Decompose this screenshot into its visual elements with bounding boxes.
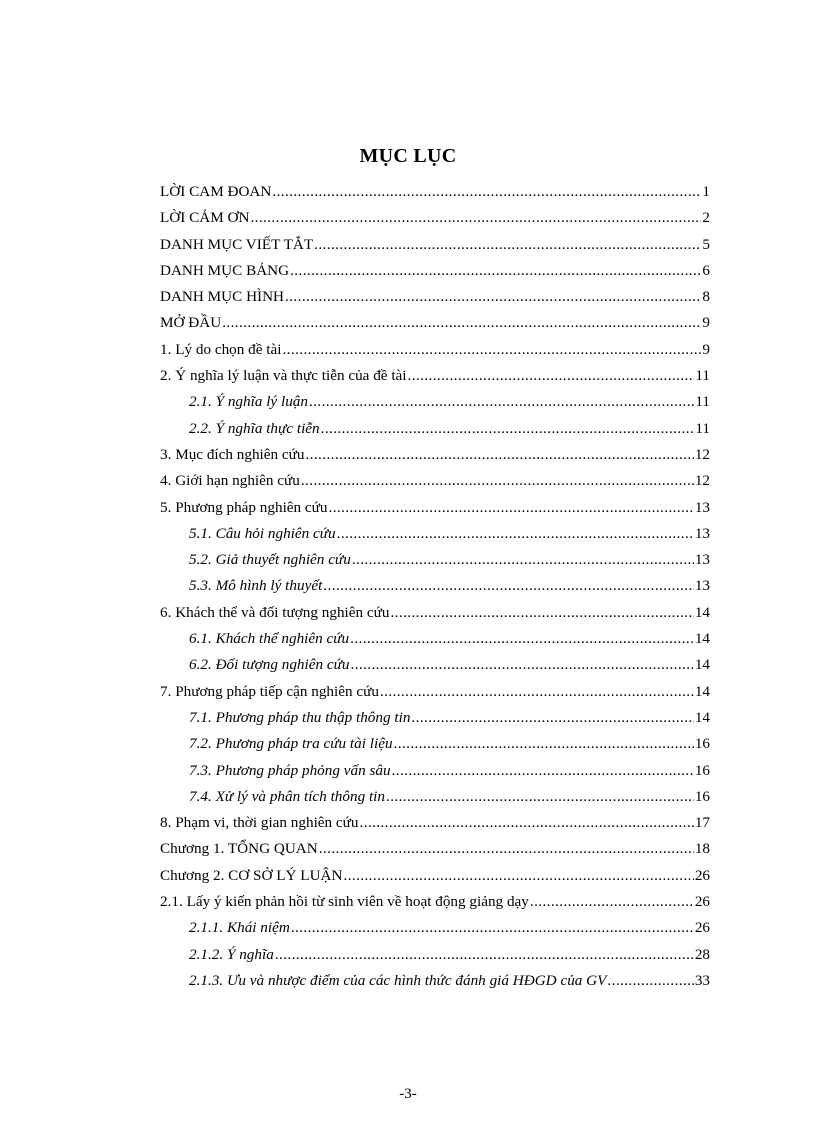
dot-leader <box>337 525 694 543</box>
toc-entry-label: 7.4. Xử lý và phân tích thông tin <box>189 787 385 805</box>
toc-entry[interactable] <box>160 683 710 709</box>
toc-entry[interactable] <box>160 314 710 340</box>
toc-entry-label: Chương 2. CƠ SỞ LÝ LUẬN <box>160 866 343 884</box>
toc-entry-label: 4. Giới hạn nghiên cứu <box>160 472 300 490</box>
toc-entry-page: 14 <box>694 656 710 674</box>
dot-leader <box>390 604 693 622</box>
toc-entry-page: 2 <box>702 209 710 227</box>
dot-leader <box>344 867 694 885</box>
toc-entry-page: 18 <box>694 840 710 858</box>
toc-entry-page: 8 <box>702 288 710 306</box>
toc-entry-page: 16 <box>694 761 710 779</box>
toc-entry[interactable] <box>160 656 710 682</box>
dot-leader <box>329 499 694 517</box>
dot-leader <box>319 840 694 858</box>
toc-entry-page: 5 <box>702 235 710 253</box>
toc-entry-label: 2. Ý nghĩa lý luận và thực tiễn của đề tài <box>160 367 407 385</box>
toc-entry-label: 5.1. Câu hỏi nghiên cứu <box>189 524 336 542</box>
table-of-contents <box>160 183 710 998</box>
toc-entry[interactable] <box>160 183 710 209</box>
dot-leader <box>314 236 701 254</box>
toc-entry-label: 7. Phương pháp tiếp cận nghiên cứu <box>160 682 379 700</box>
toc-entry-label: 2.1. Ý nghĩa lý luận <box>189 393 308 411</box>
toc-entry-label: 6. Khách thể và đối tượng nghiên cứu <box>160 603 390 621</box>
toc-entry-label: 5.3. Mô hình lý thuyết <box>189 577 323 595</box>
dot-leader <box>290 262 701 280</box>
toc-entry-page: 12 <box>694 445 710 463</box>
dot-leader <box>275 946 694 964</box>
toc-entry-page: 33 <box>694 971 710 989</box>
dot-leader <box>350 630 694 648</box>
toc-entry-label: 2.1.2. Ý nghĩa <box>189 945 274 963</box>
toc-entry[interactable] <box>160 788 710 814</box>
toc-entry[interactable] <box>160 735 710 761</box>
dot-leader <box>305 446 693 464</box>
toc-entry-label: 2.2. Ý nghĩa thực tiễn <box>189 419 320 437</box>
toc-entry[interactable] <box>160 762 710 788</box>
toc-entry[interactable] <box>160 209 710 235</box>
toc-entry[interactable] <box>160 604 710 630</box>
toc-entry[interactable] <box>160 262 710 288</box>
dot-leader <box>321 420 695 438</box>
dot-leader <box>323 577 694 595</box>
page-title: MỤC LỤC <box>359 145 457 168</box>
dot-leader <box>360 814 694 832</box>
toc-entry-label: 5.2. Giả thuyết nghiên cứu <box>189 551 351 569</box>
toc-entry-page: 14 <box>694 603 710 621</box>
dot-leader <box>291 919 694 937</box>
toc-entry-page: 9 <box>702 314 710 332</box>
toc-entry-label: 8. Phạm vi, thời gian nghiên cứu <box>160 814 359 832</box>
toc-entry-page: 16 <box>694 735 710 753</box>
dot-leader <box>392 762 694 780</box>
toc-entry-label: MỞ ĐẦU <box>160 314 222 332</box>
toc-entry-page: 1 <box>702 183 710 200</box>
dot-leader <box>285 288 701 306</box>
dot-leader <box>352 551 694 569</box>
dot-leader <box>250 209 701 227</box>
toc-entry-page: 13 <box>694 498 710 516</box>
toc-entry-label: 7.3. Phương pháp phỏng vấn sâu <box>189 761 391 779</box>
toc-entry[interactable] <box>160 525 710 551</box>
toc-entry-label: 2.1.1. Khái niệm <box>189 919 290 937</box>
toc-entry[interactable] <box>160 236 710 262</box>
toc-entry-label: Chương 1. TỔNG QUAN <box>160 840 318 858</box>
dot-leader <box>222 314 701 332</box>
toc-entry-page: 14 <box>694 630 710 648</box>
dot-leader <box>607 972 693 990</box>
toc-entry-label: 2.1. Lấy ý kiến phản hồi từ sinh viên về hoạt động giảng dạy <box>160 893 529 911</box>
toc-entry-label: 2.1.3. Ưu và nhược điểm của các hình thức đánh giá HĐGD của GV <box>189 971 607 989</box>
toc-entry[interactable] <box>160 577 710 603</box>
dot-leader <box>530 893 694 911</box>
toc-entry[interactable] <box>160 840 710 866</box>
toc-entry-page: 13 <box>694 577 710 595</box>
toc-entry-page: 13 <box>694 551 710 569</box>
toc-entry-label: 3. Mục đích nghiên cứu <box>160 445 305 463</box>
toc-entry-label: DANH MỤC HÌNH <box>160 288 285 306</box>
toc-entry-page: 11 <box>695 393 710 411</box>
toc-entry-page: 6 <box>702 261 710 279</box>
toc-entry[interactable] <box>160 393 710 419</box>
toc-entry-page: 9 <box>702 340 710 358</box>
toc-entry-page: 16 <box>694 787 710 805</box>
toc-entry[interactable] <box>160 472 710 498</box>
toc-entry[interactable] <box>160 919 710 945</box>
toc-entry-label: 6.1. Khách thể nghiên cứu <box>189 630 350 648</box>
toc-entry[interactable] <box>160 893 710 919</box>
dot-leader <box>380 683 694 701</box>
toc-entry-page: 13 <box>694 524 710 542</box>
toc-entry[interactable] <box>160 420 710 446</box>
toc-entry-page: 12 <box>694 472 710 490</box>
dot-leader <box>411 709 693 727</box>
dot-leader <box>272 183 701 201</box>
dot-leader <box>309 393 694 411</box>
toc-entry-page: 14 <box>694 682 710 700</box>
toc-entry-label: 7.1. Phương pháp thu thập thông tin <box>189 708 411 726</box>
dot-leader <box>301 472 694 490</box>
toc-entry[interactable] <box>160 972 710 998</box>
toc-entry[interactable] <box>160 551 710 577</box>
toc-entry[interactable] <box>160 499 710 525</box>
toc-entry-page: 11 <box>695 367 710 385</box>
toc-entry-label: DANH MỤC BẢNG <box>160 261 290 279</box>
dot-leader <box>394 735 694 753</box>
toc-entry-page: 14 <box>694 708 710 726</box>
dot-leader <box>351 656 694 674</box>
toc-entry-page: 17 <box>694 814 710 832</box>
toc-entry-label: LỜI CẢM ƠN <box>160 209 250 227</box>
toc-entry-page: 28 <box>694 945 710 963</box>
toc-entry[interactable] <box>160 341 710 367</box>
dot-leader <box>282 341 701 359</box>
dot-leader <box>408 367 695 385</box>
toc-entry-label: 6.2. Đối tượng nghiên cứu <box>189 656 350 674</box>
toc-entry[interactable] <box>160 288 710 314</box>
toc-entry-label: 1. Lý do chọn đề tài <box>160 340 282 358</box>
toc-entry-label: LỜI CAM ĐOAN <box>160 183 272 200</box>
page-number: -3- <box>399 1086 417 1102</box>
toc-entry-page: 11 <box>695 419 710 437</box>
toc-entry-page: 26 <box>694 866 710 884</box>
dot-leader <box>386 788 694 806</box>
toc-entry[interactable] <box>160 630 710 656</box>
toc-entry[interactable] <box>160 446 710 472</box>
toc-entry[interactable] <box>160 814 710 840</box>
toc-entry[interactable] <box>160 367 710 393</box>
toc-entry-label: 5. Phương pháp nghiên cứu <box>160 498 328 516</box>
toc-entry-label: 7.2. Phương pháp tra cứu tài liệu <box>189 735 393 753</box>
toc-entry-label: DANH MỤC VIẾT TẮT <box>160 235 314 253</box>
toc-entry[interactable] <box>160 709 710 735</box>
toc-entry[interactable] <box>160 946 710 972</box>
toc-entry[interactable] <box>160 867 710 893</box>
toc-entry-page: 26 <box>694 919 710 937</box>
toc-entry-page: 26 <box>694 893 710 911</box>
